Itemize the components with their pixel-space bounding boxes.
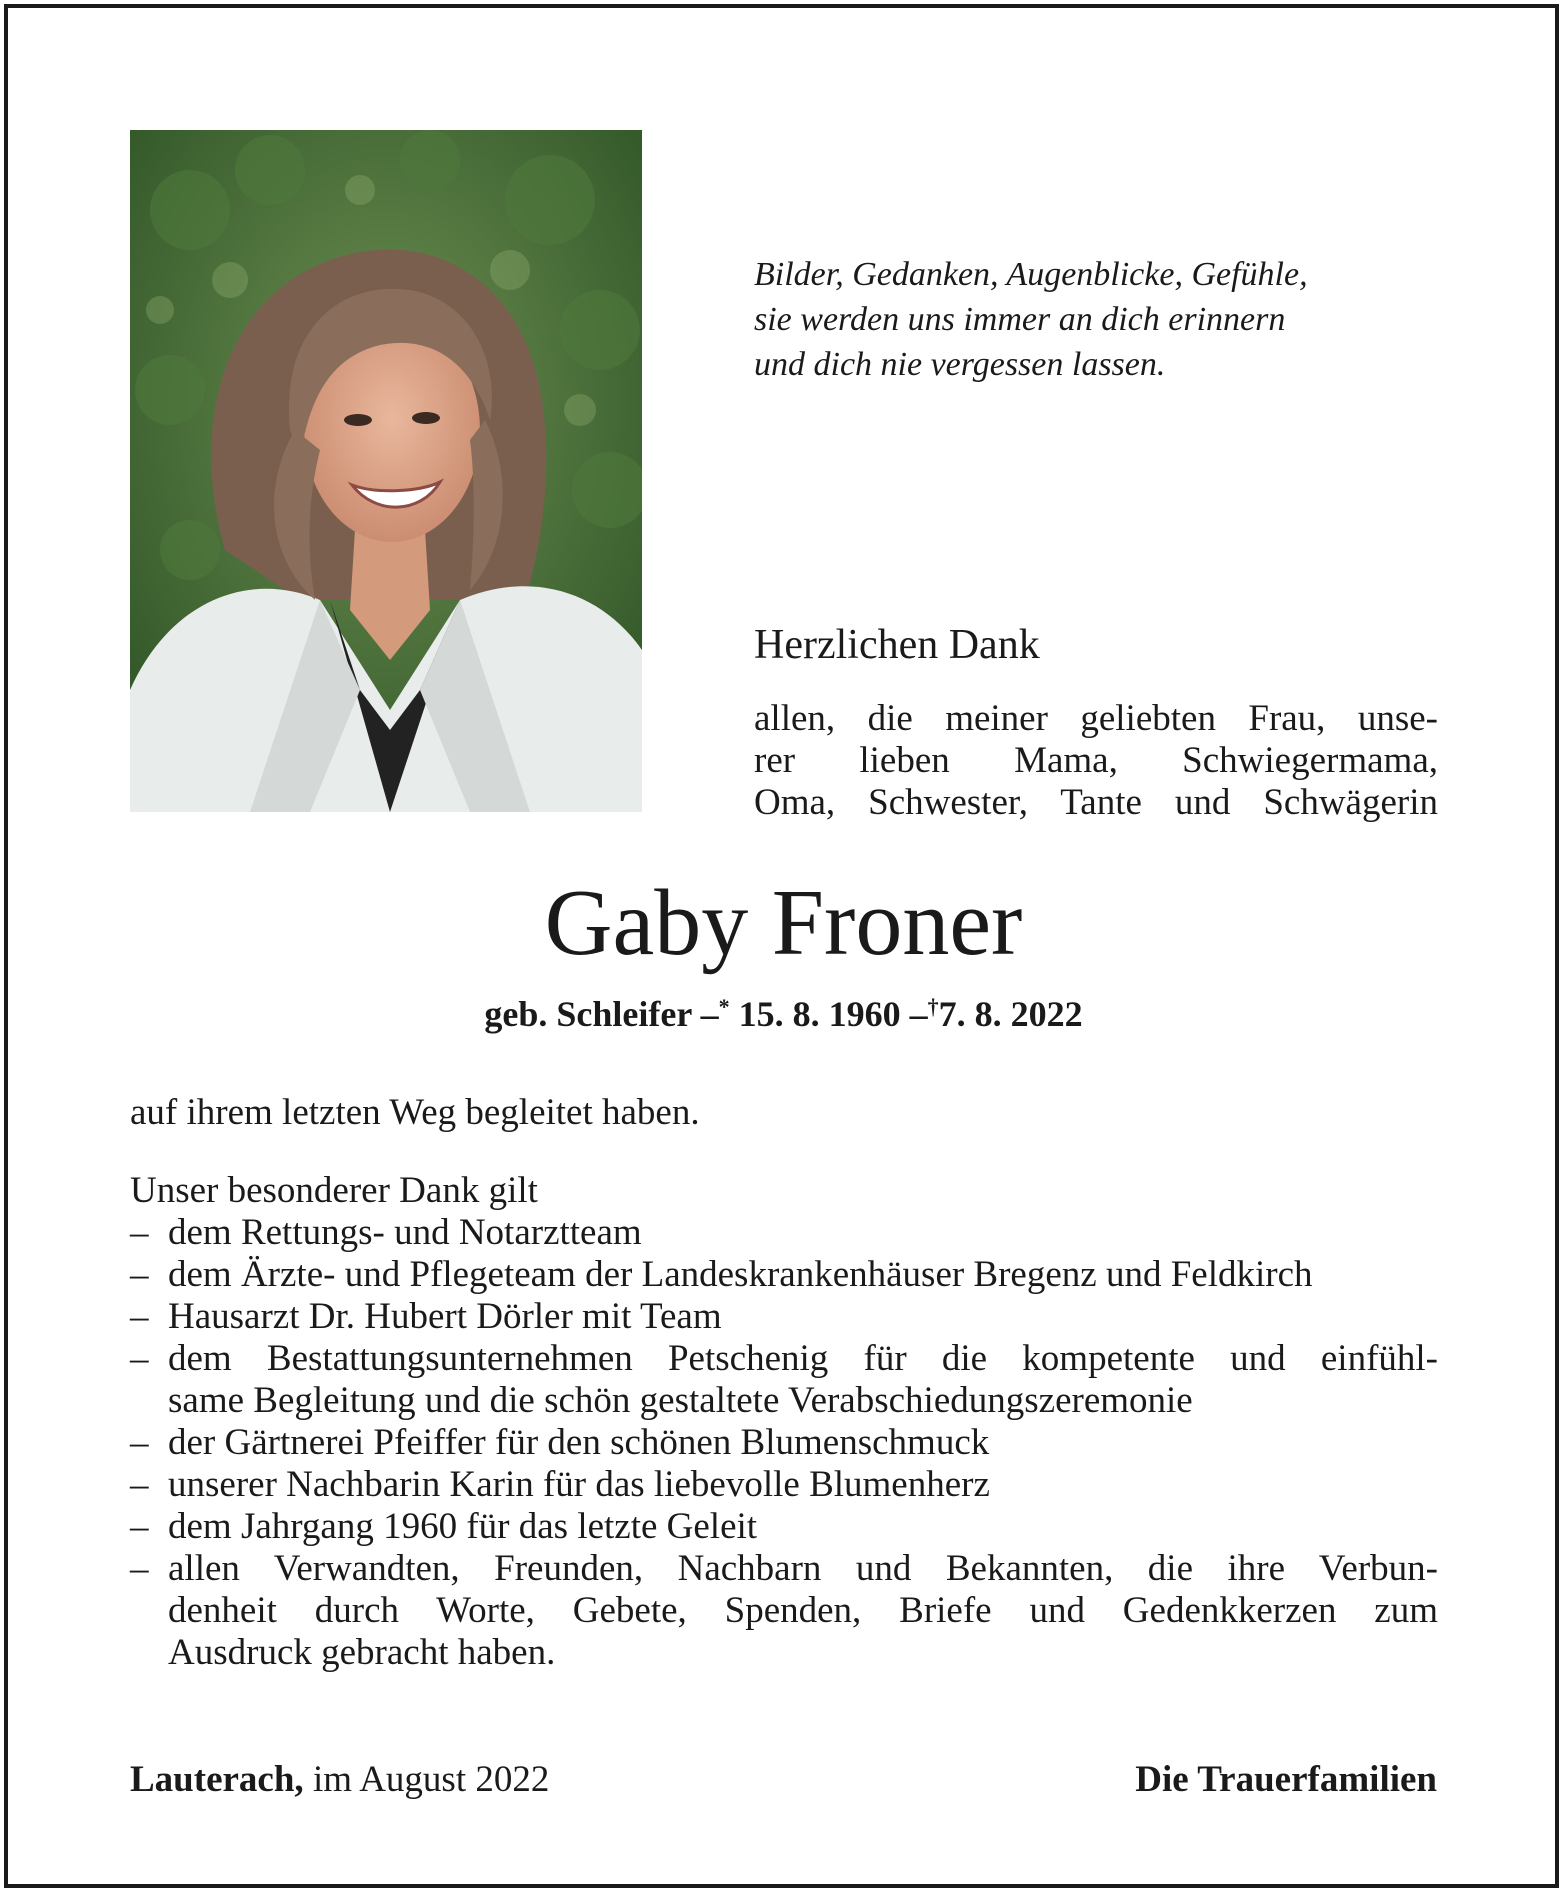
date-text: im August 2022: [312, 1759, 550, 1800]
list-dash: –: [130, 1464, 149, 1505]
thanks-list-item: [130, 1212, 1438, 1254]
thanks-item-line: Ausdruck gebracht haben.: [168, 1632, 556, 1673]
place: Lauterach,: [130, 1759, 304, 1800]
life-dates: [0, 992, 1567, 1036]
thanks-heading: Herzlichen Dank: [754, 622, 1040, 668]
memorial-verse: [754, 252, 1474, 387]
thanks-item-line: Hausarzt Dr. Hubert Dörler mit Team: [168, 1296, 722, 1337]
separator-dash: –: [909, 994, 928, 1034]
thanks-intro: Unser besonderer Dank gilt: [130, 1170, 538, 1211]
thanks-list-item: [130, 1338, 1438, 1422]
thanks-item-line: unserer Nachbarin Karin für das liebevolle Blumenherz: [168, 1464, 990, 1505]
thanks-item-line: allen Verwandten, Freunden, Nachbarn und Bekannten, die ihre Verbun-: [168, 1548, 1438, 1589]
death-cross-icon: †: [927, 994, 939, 1019]
list-dash: –: [130, 1254, 149, 1295]
verse-line: Bilder, Gedanken, Augenblicke, Gefühle,: [754, 256, 1308, 293]
birth-name: geb. Schleifer: [484, 994, 692, 1034]
list-dash: –: [130, 1548, 149, 1589]
separator-dash: –: [700, 994, 719, 1034]
thanks-item-line: dem Ärzte- und Pflegeteam der Landeskrankenhäuser Bregenz und Feldkirch: [168, 1254, 1313, 1295]
list-dash: –: [130, 1338, 149, 1379]
place-date: [130, 1758, 549, 1802]
list-dash: –: [130, 1212, 149, 1253]
dedication-line: allen, die meiner geliebten Frau, unse-: [754, 698, 1438, 739]
dedication-line: rer lieben Mama, Schwiegermama,: [754, 740, 1438, 781]
signature: Die Trauerfamilien: [1135, 1759, 1437, 1800]
list-dash: –: [130, 1422, 149, 1463]
thanks-item-line: dem Jahrgang 1960 für das letzte Geleit: [168, 1506, 758, 1547]
thanks-list-item: [130, 1548, 1438, 1674]
thanks-list-item: [130, 1254, 1438, 1296]
last-way-line: auf ihrem letzten Weg begleitet haben.: [130, 1092, 700, 1133]
thanks-list-item: [130, 1506, 1438, 1548]
thanks-list-item: [130, 1296, 1438, 1338]
thanks-item-line: der Gärtnerei Pfeiffer für den schönen Blumenschmuck: [168, 1422, 990, 1463]
thanks-item-line: dem Rettungs- und Notarztteam: [168, 1212, 642, 1253]
death-date: 7. 8. 2022: [938, 994, 1083, 1034]
birth-date: 15. 8. 1960: [738, 994, 901, 1034]
dedication-line: Oma, Schwester, Tante und Schwägerin: [754, 782, 1438, 823]
thanks-list-item: [130, 1422, 1438, 1464]
verse-line: und dich nie vergessen lassen.: [754, 346, 1166, 383]
deceased-name: Gaby Froner: [544, 871, 1023, 975]
portrait-photo: [130, 130, 642, 812]
thanks-item-line: same Begleitung und die schön gestaltete Verabschiedungszeremonie: [168, 1380, 1193, 1421]
thanks-item-line: dem Bestattungsunternehmen Petschenig für die kompetente und einfühl-: [168, 1338, 1438, 1379]
thanks-list-item: [130, 1464, 1438, 1506]
birth-star-icon: *: [718, 994, 730, 1019]
thanks-body: [130, 1092, 1438, 1674]
thanks-item-line: denheit durch Worte, Gebete, Spenden, Briefe und Gedenkkerzen zum: [168, 1590, 1438, 1631]
thanks-dedication: [754, 698, 1438, 824]
list-dash: –: [130, 1296, 149, 1337]
list-dash: –: [130, 1506, 149, 1547]
verse-line: sie werden uns immer an dich erinnern: [754, 301, 1286, 338]
thanks-list: [130, 1212, 1438, 1674]
